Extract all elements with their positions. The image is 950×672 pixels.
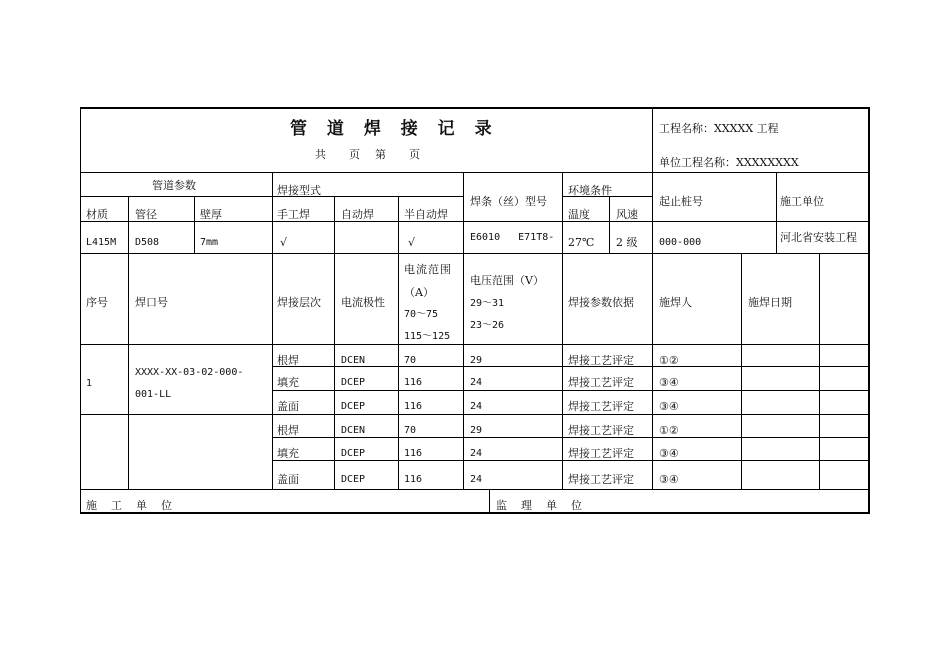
border-bottom: [80, 512, 869, 514]
column-polarity: 电流极性: [341, 296, 385, 309]
rule-v-title-right: [652, 107, 653, 489]
rule-v-date: [819, 253, 820, 489]
row-layer: 盖面: [277, 473, 299, 486]
row-current: 116: [404, 377, 423, 388]
header-manual-weld: 手工焊: [277, 208, 310, 221]
value-pipe-diameter: D508: [135, 237, 160, 248]
rule-footer-top: [80, 489, 869, 490]
row-voltage: 24: [470, 377, 483, 388]
row-welder: ③④: [659, 400, 679, 413]
rule-v-material: [128, 196, 129, 253]
row-layer: 盖面: [277, 400, 299, 413]
header-wall-thickness: 壁厚: [200, 208, 222, 221]
subtitle-total: 共: [315, 148, 328, 161]
row-basis: 焊接工艺评定: [568, 376, 634, 389]
header-temperature: 温度: [568, 208, 590, 221]
rule-columns-bottom: [80, 344, 869, 345]
subtitle-page-2: 页: [409, 148, 422, 161]
row-basis: 焊接工艺评定: [568, 400, 634, 413]
row-polarity: DCEP: [341, 377, 366, 388]
row-welder: ①②: [659, 354, 679, 367]
rule-v-footer: [489, 489, 490, 513]
rule-row-4: [272, 437, 869, 438]
group-weld-type: 焊接型式: [277, 184, 321, 197]
row-basis: 焊接工艺评定: [568, 354, 634, 367]
group-construction-unit: 施工单位: [780, 195, 824, 208]
value-material: L415M: [86, 237, 117, 248]
rule-v-unit: [776, 172, 777, 253]
rule-v-electrode: [463, 172, 464, 489]
group1-seq: 1: [86, 378, 93, 389]
value-construction-unit: 河北省安装工程: [780, 231, 857, 244]
value-temperature: 27℃: [568, 236, 595, 249]
rule-info-top: [80, 221, 869, 222]
row-current: 116: [404, 448, 423, 459]
form-title: 管 道 焊 接 记 录: [290, 119, 499, 139]
group1-joint-line2: 001-LL: [135, 389, 172, 400]
subtitle-number: 第: [375, 148, 388, 161]
rule-v-weld-type: [272, 172, 273, 489]
row-welder: ③④: [659, 376, 679, 389]
row-voltage: 29: [470, 355, 483, 366]
group-pipe-params: 管道参数: [152, 179, 196, 192]
rule-v-seq: [128, 253, 129, 489]
row-basis: 焊接工艺评定: [568, 424, 634, 437]
group-electrode-model: 焊条（丝）型号: [470, 195, 547, 208]
header-semi-auto-weld: 半自动焊: [404, 208, 448, 221]
column-current-range-1: 70～75: [404, 309, 439, 320]
row-layer: 填充: [277, 376, 299, 389]
column-basis: 焊接参数依据: [568, 296, 634, 309]
row-polarity: DCEN: [341, 425, 366, 436]
group-start-end-pile: 起止桩号: [659, 195, 703, 208]
row-voltage: 24: [470, 448, 483, 459]
column-date: 施焊日期: [748, 296, 792, 309]
column-current-title: 电流范围: [404, 263, 452, 276]
project-name: 工程名称：XXXXX 工程: [659, 122, 779, 135]
row-layer: 根焊: [277, 424, 299, 437]
rule-info-bottom: [80, 253, 869, 254]
row-polarity: DCEN: [341, 355, 366, 366]
column-voltage-title: 电压范围（V）: [470, 274, 544, 287]
rule-group-split: [80, 414, 869, 415]
row-polarity: DCEP: [341, 474, 366, 485]
value-electrode: E6010 E71T8-: [470, 232, 555, 243]
row-current: 116: [404, 401, 423, 412]
header-auto-weld: 自动焊: [341, 208, 374, 221]
rule-row-2: [272, 390, 869, 391]
row-welder: ①②: [659, 424, 679, 437]
column-current-unit: （A）: [404, 286, 434, 299]
unit-project-name: 单位工程名称：XXXXXXXX: [659, 156, 799, 169]
row-voltage: 24: [470, 401, 483, 412]
row-welder: ③④: [659, 447, 679, 460]
rule-v-welder: [741, 253, 742, 489]
row-polarity: DCEP: [341, 448, 366, 459]
column-welder: 施焊人: [659, 296, 692, 309]
rule-v-env: [562, 172, 563, 489]
group-environment: 环境条件: [568, 184, 612, 197]
row-layer: 根焊: [277, 354, 299, 367]
column-current-range-2: 115～125: [404, 331, 451, 342]
column-layer: 焊接层次: [277, 296, 321, 309]
value-wall-thickness: 7mm: [200, 237, 219, 248]
header-wind-speed: 风速: [616, 208, 638, 221]
value-manual-check: √: [280, 236, 288, 249]
border-top: [80, 107, 869, 109]
column-voltage-range-2: 23～26: [470, 320, 505, 331]
row-voltage: 24: [470, 474, 483, 485]
row-welder: ③④: [659, 473, 679, 486]
border-right: [868, 107, 870, 514]
value-wind-speed: 2 级: [616, 236, 638, 249]
row-layer: 填充: [277, 447, 299, 460]
row-basis: 焊接工艺评定: [568, 447, 634, 460]
value-pile: 000-000: [659, 237, 702, 248]
rule-v-wind: [609, 196, 610, 253]
column-joint-no: 焊口号: [135, 296, 168, 309]
row-basis: 焊接工艺评定: [568, 473, 634, 486]
column-seq: 序号: [86, 296, 108, 309]
rule-v-auto: [334, 196, 335, 489]
header-material: 材质: [86, 208, 108, 221]
border-left: [80, 107, 81, 514]
value-semi-auto-check: √: [408, 236, 416, 249]
row-voltage: 29: [470, 425, 483, 436]
row-current: 70: [404, 425, 417, 436]
rule-row-5: [272, 460, 869, 461]
header-pipe-diameter: 管径: [135, 208, 157, 221]
rule-v-semi: [398, 196, 399, 489]
rule-header-bottom: [80, 172, 869, 173]
footer-supervision-unit: 监 理 单 位: [496, 499, 582, 512]
subtitle-page-1: 页: [349, 148, 362, 161]
row-current: 116: [404, 474, 423, 485]
row-polarity: DCEP: [341, 401, 366, 412]
row-current: 70: [404, 355, 417, 366]
rule-v-diameter: [194, 196, 195, 253]
column-voltage-range-1: 29～31: [470, 298, 505, 309]
footer-construction-unit: 施 工 单 位: [86, 499, 172, 512]
group1-joint-line1: XXXX-XX-03-02-000-: [135, 367, 244, 378]
